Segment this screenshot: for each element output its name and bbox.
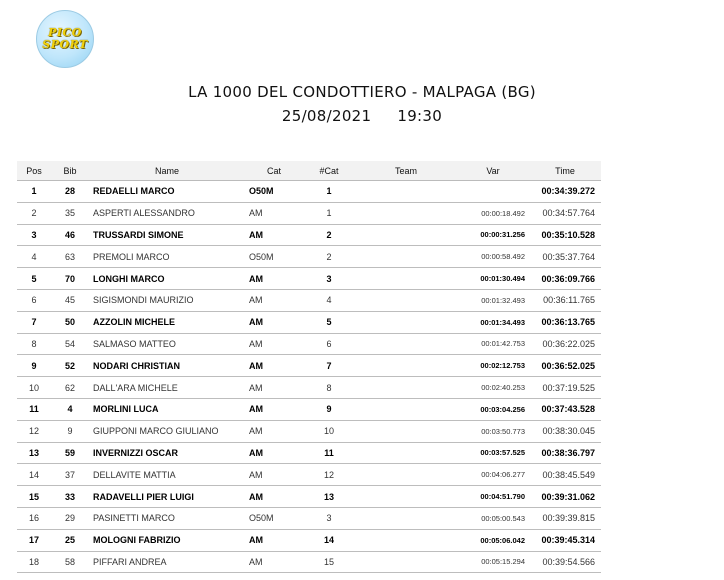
column-header-pos: Pos xyxy=(17,161,51,181)
cell-pos: 15 xyxy=(17,486,51,508)
cell-time: 00:39:54.566 xyxy=(529,551,601,573)
cell-pos: 10 xyxy=(17,377,51,399)
cell-cat: AM xyxy=(245,398,303,420)
cell-time: 00:39:39.815 xyxy=(529,507,601,529)
cell-bib: 4 xyxy=(51,398,89,420)
cell-pos: 6 xyxy=(17,289,51,311)
cell-name: MOLOGNI FABRIZIO xyxy=(89,529,245,551)
cell-cat: AM xyxy=(245,311,303,333)
cell-pos: 8 xyxy=(17,333,51,355)
cell-cat: O50M xyxy=(245,181,303,203)
table-row xyxy=(17,202,601,224)
table-row xyxy=(17,529,601,551)
cell-name: PASINETTI MARCO xyxy=(89,507,245,529)
cell-name: PREMOLI MARCO xyxy=(89,246,245,268)
cell-var: 00:00:31.256 xyxy=(457,224,529,246)
cell-name: DELLAVITE MATTIA xyxy=(89,464,245,486)
cell-name: TRUSSARDI SIMONE xyxy=(89,224,245,246)
cell-time: 00:34:39.272 xyxy=(529,181,601,203)
cell-team xyxy=(355,355,457,377)
cell-var: 00:01:34.493 xyxy=(457,311,529,333)
cell-cat: O50M xyxy=(245,507,303,529)
cell-bib: 28 xyxy=(51,181,89,203)
column-header-team: Team xyxy=(355,161,457,181)
cell-bib: 37 xyxy=(51,464,89,486)
cell-pos: 5 xyxy=(17,268,51,290)
cell-name: INVERNIZZI OSCAR xyxy=(89,442,245,464)
cell-ncat: 7 xyxy=(303,355,355,377)
cell-ncat: 4 xyxy=(303,289,355,311)
cell-pos: 4 xyxy=(17,246,51,268)
cell-team xyxy=(355,181,457,203)
cell-time: 00:36:52.025 xyxy=(529,355,601,377)
logo-line-2: SPORT xyxy=(42,38,88,51)
cell-ncat: 1 xyxy=(303,202,355,224)
cell-var xyxy=(457,181,529,203)
cell-var: 00:04:51.790 xyxy=(457,486,529,508)
cell-pos: 13 xyxy=(17,442,51,464)
cell-team xyxy=(355,224,457,246)
pico-sport-logo xyxy=(36,10,94,68)
results-table xyxy=(17,161,601,573)
cell-bib: 29 xyxy=(51,507,89,529)
cell-ncat: 13 xyxy=(303,486,355,508)
column-header-ncat: #Cat xyxy=(303,161,355,181)
cell-team xyxy=(355,442,457,464)
cell-team xyxy=(355,464,457,486)
cell-team xyxy=(355,333,457,355)
page-title: LA 1000 DEL CONDOTTIERO - MALPAGA (BG) xyxy=(188,83,536,101)
cell-team xyxy=(355,268,457,290)
cell-cat: AM xyxy=(245,202,303,224)
cell-ncat: 14 xyxy=(303,529,355,551)
cell-var: 00:05:15.294 xyxy=(457,551,529,573)
cell-time: 00:38:36.797 xyxy=(529,442,601,464)
cell-var: 00:02:40.253 xyxy=(457,377,529,399)
cell-ncat: 6 xyxy=(303,333,355,355)
cell-var: 00:00:18.492 xyxy=(457,202,529,224)
cell-time: 00:39:45.314 xyxy=(529,529,601,551)
table-row xyxy=(17,181,601,203)
cell-var: 00:04:06.277 xyxy=(457,464,529,486)
results-body xyxy=(17,181,601,573)
table-row xyxy=(17,507,601,529)
event-time: 19:30 xyxy=(397,107,443,125)
table-row xyxy=(17,486,601,508)
cell-bib: 58 xyxy=(51,551,89,573)
table-row xyxy=(17,442,601,464)
cell-bib: 35 xyxy=(51,202,89,224)
cell-team xyxy=(355,202,457,224)
cell-team xyxy=(355,398,457,420)
table-row xyxy=(17,551,601,573)
cell-name: RADAVELLI PIER LUIGI xyxy=(89,486,245,508)
cell-name: SALMASO MATTEO xyxy=(89,333,245,355)
cell-bib: 46 xyxy=(51,224,89,246)
cell-time: 00:35:10.528 xyxy=(529,224,601,246)
cell-cat: AM xyxy=(245,355,303,377)
cell-var: 00:05:06.042 xyxy=(457,529,529,551)
cell-bib: 63 xyxy=(51,246,89,268)
table-row xyxy=(17,311,601,333)
cell-time: 00:36:09.766 xyxy=(529,268,601,290)
cell-cat: AM xyxy=(245,442,303,464)
table-row xyxy=(17,333,601,355)
cell-name: AZZOLIN MICHELE xyxy=(89,311,245,333)
column-header-cat: Cat xyxy=(245,161,303,181)
cell-pos: 2 xyxy=(17,202,51,224)
cell-team xyxy=(355,311,457,333)
cell-bib: 25 xyxy=(51,529,89,551)
cell-bib: 50 xyxy=(51,311,89,333)
cell-name: GIUPPONI MARCO GIULIANO xyxy=(89,420,245,442)
cell-ncat: 3 xyxy=(303,268,355,290)
cell-bib: 54 xyxy=(51,333,89,355)
cell-name: MORLINI LUCA xyxy=(89,398,245,420)
cell-time: 00:36:13.765 xyxy=(529,311,601,333)
cell-name: REDAELLI MARCO xyxy=(89,181,245,203)
cell-cat: AM xyxy=(245,420,303,442)
cell-team xyxy=(355,529,457,551)
cell-var: 00:01:42.753 xyxy=(457,333,529,355)
cell-ncat: 2 xyxy=(303,224,355,246)
table-row xyxy=(17,355,601,377)
cell-pos: 17 xyxy=(17,529,51,551)
cell-time: 00:37:19.525 xyxy=(529,377,601,399)
cell-pos: 1 xyxy=(17,181,51,203)
table-row xyxy=(17,224,601,246)
cell-cat: AM xyxy=(245,551,303,573)
table-row xyxy=(17,246,601,268)
event-date: 25/08/2021 xyxy=(281,107,372,125)
cell-cat: AM xyxy=(245,464,303,486)
table-row xyxy=(17,289,601,311)
cell-bib: 9 xyxy=(51,420,89,442)
cell-cat: AM xyxy=(245,486,303,508)
cell-cat: AM xyxy=(245,529,303,551)
cell-team xyxy=(355,486,457,508)
cell-name: DALL'ARA MICHELE xyxy=(89,377,245,399)
cell-team xyxy=(355,507,457,529)
cell-team xyxy=(355,551,457,573)
cell-team xyxy=(355,377,457,399)
cell-cat: AM xyxy=(245,224,303,246)
cell-ncat: 9 xyxy=(303,398,355,420)
cell-bib: 52 xyxy=(51,355,89,377)
column-header-time: Time xyxy=(529,161,601,181)
cell-ncat: 5 xyxy=(303,311,355,333)
cell-bib: 70 xyxy=(51,268,89,290)
cell-pos: 9 xyxy=(17,355,51,377)
cell-name: NODARI CHRISTIAN xyxy=(89,355,245,377)
cell-cat: AM xyxy=(245,268,303,290)
cell-cat: O50M xyxy=(245,246,303,268)
cell-ncat: 12 xyxy=(303,464,355,486)
cell-time: 00:36:22.025 xyxy=(529,333,601,355)
table-row xyxy=(17,268,601,290)
cell-pos: 18 xyxy=(17,551,51,573)
cell-time: 00:35:37.764 xyxy=(529,246,601,268)
cell-var: 00:01:30.494 xyxy=(457,268,529,290)
table-row xyxy=(17,377,601,399)
cell-var: 00:02:12.753 xyxy=(457,355,529,377)
cell-name: PIFFARI ANDREA xyxy=(89,551,245,573)
column-header-var: Var xyxy=(457,161,529,181)
cell-team xyxy=(355,420,457,442)
table-row xyxy=(17,420,601,442)
cell-ncat: 2 xyxy=(303,246,355,268)
cell-time: 00:38:45.549 xyxy=(529,464,601,486)
cell-name: ASPERTI ALESSANDRO xyxy=(89,202,245,224)
cell-cat: AM xyxy=(245,289,303,311)
logo-line-1: PICO xyxy=(48,26,82,39)
cell-pos: 14 xyxy=(17,464,51,486)
cell-name: SIGISMONDI MAURIZIO xyxy=(89,289,245,311)
cell-team xyxy=(355,289,457,311)
cell-ncat: 3 xyxy=(303,507,355,529)
cell-var: 00:03:57.525 xyxy=(457,442,529,464)
cell-time: 00:37:43.528 xyxy=(529,398,601,420)
cell-var: 00:01:32.493 xyxy=(457,289,529,311)
cell-pos: 3 xyxy=(17,224,51,246)
cell-time: 00:34:57.764 xyxy=(529,202,601,224)
cell-pos: 12 xyxy=(17,420,51,442)
cell-bib: 62 xyxy=(51,377,89,399)
cell-var: 00:05:00.543 xyxy=(457,507,529,529)
cell-ncat: 1 xyxy=(303,181,355,203)
cell-cat: AM xyxy=(245,333,303,355)
cell-ncat: 8 xyxy=(303,377,355,399)
cell-pos: 11 xyxy=(17,398,51,420)
cell-bib: 59 xyxy=(51,442,89,464)
cell-var: 00:03:04.256 xyxy=(457,398,529,420)
cell-team xyxy=(355,246,457,268)
cell-bib: 33 xyxy=(51,486,89,508)
table-row xyxy=(17,464,601,486)
cell-pos: 7 xyxy=(17,311,51,333)
cell-ncat: 10 xyxy=(303,420,355,442)
cell-var: 00:00:58.492 xyxy=(457,246,529,268)
cell-ncat: 15 xyxy=(303,551,355,573)
cell-cat: AM xyxy=(245,377,303,399)
cell-time: 00:38:30.045 xyxy=(529,420,601,442)
cell-time: 00:39:31.062 xyxy=(529,486,601,508)
column-header-bib: Bib xyxy=(51,161,89,181)
table-row xyxy=(17,398,601,420)
cell-pos: 16 xyxy=(17,507,51,529)
cell-name: LONGHI MARCO xyxy=(89,268,245,290)
cell-var: 00:03:50.773 xyxy=(457,420,529,442)
cell-ncat: 11 xyxy=(303,442,355,464)
event-datetime xyxy=(0,107,724,125)
table-header-row xyxy=(17,161,601,181)
cell-time: 00:36:11.765 xyxy=(529,289,601,311)
column-header-name: Name xyxy=(89,161,245,181)
cell-bib: 45 xyxy=(51,289,89,311)
